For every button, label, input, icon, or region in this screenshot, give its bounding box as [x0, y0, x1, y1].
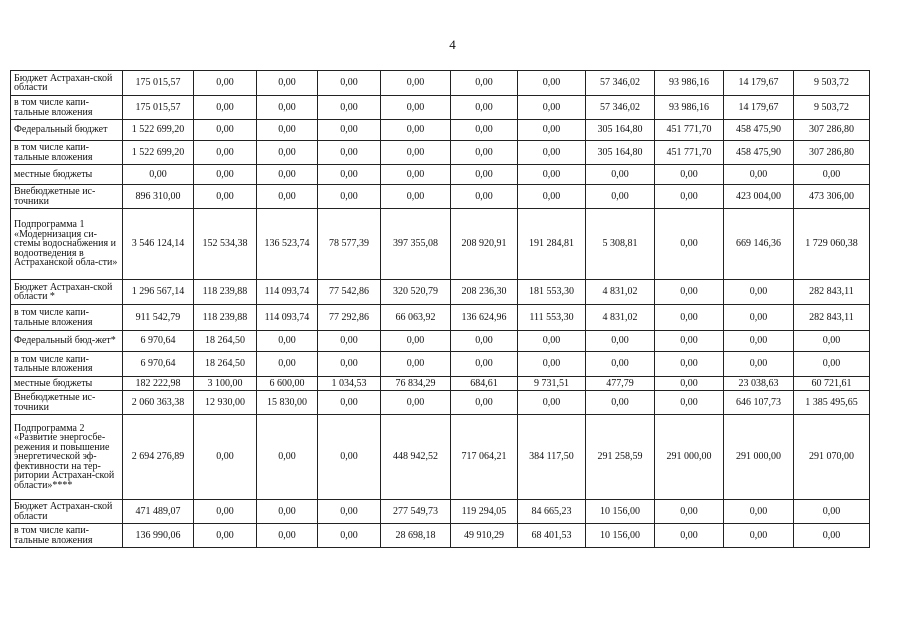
table-cell: 4 831,02 [586, 280, 655, 305]
table-cell: 0,00 [586, 352, 655, 377]
table-cell: 0,00 [381, 120, 451, 141]
table-cell: 28 698,18 [381, 524, 451, 548]
row-label: в том числе капи-тальные вложения [11, 352, 123, 377]
table-cell: 0,00 [794, 165, 870, 185]
table-cell: 0,00 [257, 185, 318, 209]
row-label: в том числе капи-тальные вложения [11, 524, 123, 548]
table-cell: 18 264,50 [194, 352, 257, 377]
table-cell: 0,00 [586, 185, 655, 209]
table-cell: 6 970,64 [123, 331, 194, 352]
table-cell: 0,00 [655, 280, 724, 305]
table-cell: 0,00 [257, 331, 318, 352]
row-label: Бюджет Астрахан-ской области [11, 500, 123, 524]
table-cell: 291 070,00 [794, 415, 870, 500]
table-cell: 669 146,36 [724, 209, 794, 280]
table-cell: 896 310,00 [123, 185, 194, 209]
table-cell: 0,00 [518, 331, 586, 352]
table-cell: 118 239,88 [194, 305, 257, 331]
table-cell: 282 843,11 [794, 280, 870, 305]
row-label: Бюджет Астрахан-ской области * [11, 280, 123, 305]
table-cell: 0,00 [518, 352, 586, 377]
table-cell: 0,00 [724, 524, 794, 548]
table-cell: 0,00 [586, 331, 655, 352]
table-cell: 305 164,80 [586, 120, 655, 141]
table-cell: 0,00 [655, 185, 724, 209]
table-cell: 0,00 [381, 165, 451, 185]
table-cell: 0,00 [655, 377, 724, 391]
table-cell: 277 549,73 [381, 500, 451, 524]
table-cell: 0,00 [724, 500, 794, 524]
table-cell: 118 239,88 [194, 280, 257, 305]
row-label: местные бюджеты [11, 165, 123, 185]
table-cell: 477,79 [586, 377, 655, 391]
table-cell: 23 038,63 [724, 377, 794, 391]
table-row [11, 280, 870, 305]
table-cell: 717 064,21 [451, 415, 518, 500]
table-cell: 0,00 [318, 500, 381, 524]
table-cell: 0,00 [794, 500, 870, 524]
table-cell: 471 489,07 [123, 500, 194, 524]
table-cell: 0,00 [194, 120, 257, 141]
table-cell: 77 292,86 [318, 305, 381, 331]
table-cell: 646 107,73 [724, 391, 794, 415]
table-cell: 0,00 [318, 141, 381, 165]
table-cell: 451 771,70 [655, 120, 724, 141]
table-cell: 0,00 [318, 96, 381, 120]
table-cell: 9 503,72 [794, 96, 870, 120]
table-cell: 0,00 [724, 331, 794, 352]
table-cell: 0,00 [724, 280, 794, 305]
table-cell: 0,00 [381, 352, 451, 377]
row-label: в том числе капи-тальные вложения [11, 96, 123, 120]
budget-table [10, 70, 870, 548]
table-cell: 182 222,98 [123, 377, 194, 391]
table-row [11, 377, 870, 391]
table-cell: 0,00 [655, 352, 724, 377]
table-cell: 0,00 [794, 331, 870, 352]
table-cell: 384 117,50 [518, 415, 586, 500]
table-cell: 0,00 [257, 500, 318, 524]
table-cell: 68 401,53 [518, 524, 586, 548]
row-label: Подпрограмма 1 «Модернизация си-стемы водоснабжения и водоотведения в Астраханской обла-сти» [11, 209, 123, 280]
table-cell: 0,00 [194, 141, 257, 165]
table-cell: 0,00 [518, 165, 586, 185]
table-cell: 320 520,79 [381, 280, 451, 305]
table-cell: 458 475,90 [724, 120, 794, 141]
table-cell: 0,00 [318, 524, 381, 548]
table-cell: 0,00 [318, 71, 381, 96]
table-cell: 307 286,80 [794, 120, 870, 141]
table-cell: 66 063,92 [381, 305, 451, 331]
row-label: Бюджет Астрахан-ской области [11, 71, 123, 96]
table-cell: 3 546 124,14 [123, 209, 194, 280]
table-cell: 291 000,00 [655, 415, 724, 500]
table-cell: 78 577,39 [318, 209, 381, 280]
table-row [11, 352, 870, 377]
table-cell: 1 522 699,20 [123, 120, 194, 141]
table-cell: 0,00 [318, 120, 381, 141]
table-cell: 0,00 [318, 165, 381, 185]
table-cell: 84 665,23 [518, 500, 586, 524]
table-cell: 0,00 [318, 391, 381, 415]
table-cell: 0,00 [518, 185, 586, 209]
table-cell: 114 093,74 [257, 280, 318, 305]
table-cell: 18 264,50 [194, 331, 257, 352]
table-cell: 111 553,30 [518, 305, 586, 331]
table-cell: 0,00 [724, 305, 794, 331]
table-cell: 307 286,80 [794, 141, 870, 165]
table-cell: 0,00 [586, 391, 655, 415]
table-cell: 77 542,86 [318, 280, 381, 305]
table-cell: 93 986,16 [655, 71, 724, 96]
table-cell: 0,00 [655, 209, 724, 280]
table-cell: 0,00 [194, 96, 257, 120]
table-row [11, 209, 870, 280]
table-cell: 0,00 [451, 141, 518, 165]
table-cell: 5 308,81 [586, 209, 655, 280]
table-cell: 76 834,29 [381, 377, 451, 391]
table-cell: 305 164,80 [586, 141, 655, 165]
table-cell: 0,00 [655, 391, 724, 415]
table-row [11, 500, 870, 524]
table-cell: 208 236,30 [451, 280, 518, 305]
row-label: местные бюджеты [11, 377, 123, 391]
table-cell: 0,00 [257, 524, 318, 548]
table-cell: 0,00 [451, 185, 518, 209]
table-cell: 191 284,81 [518, 209, 586, 280]
table-cell: 0,00 [194, 415, 257, 500]
table-cell: 0,00 [586, 165, 655, 185]
table-cell: 0,00 [655, 524, 724, 548]
table-row [11, 391, 870, 415]
table-row [11, 331, 870, 352]
table-cell: 0,00 [655, 331, 724, 352]
table-cell: 0,00 [257, 141, 318, 165]
row-label: в том числе капи-тальные вложения [11, 141, 123, 165]
table-cell: 1 729 060,38 [794, 209, 870, 280]
table-cell: 10 156,00 [586, 524, 655, 548]
row-label: Внебюджетные ис-точники [11, 391, 123, 415]
table-row [11, 185, 870, 209]
table-cell: 0,00 [724, 165, 794, 185]
table-cell: 0,00 [655, 500, 724, 524]
table-cell: 448 942,52 [381, 415, 451, 500]
table-cell: 0,00 [381, 331, 451, 352]
table-cell: 6 970,64 [123, 352, 194, 377]
row-label: Федеральный бюджет [11, 120, 123, 141]
table-cell: 181 553,30 [518, 280, 586, 305]
table-row [11, 96, 870, 120]
table-cell: 0,00 [381, 185, 451, 209]
table-cell: 0,00 [257, 71, 318, 96]
table-cell: 3 100,00 [194, 377, 257, 391]
table-cell: 1 296 567,14 [123, 280, 194, 305]
table-cell: 0,00 [381, 391, 451, 415]
row-label: Внебюджетные ис-точники [11, 185, 123, 209]
table-row [11, 71, 870, 96]
table-row [11, 120, 870, 141]
table-cell: 0,00 [518, 71, 586, 96]
table-cell: 6 600,00 [257, 377, 318, 391]
table-cell: 0,00 [451, 331, 518, 352]
table-cell: 0,00 [451, 165, 518, 185]
table-cell: 49 910,29 [451, 524, 518, 548]
table-cell: 175 015,57 [123, 96, 194, 120]
table-cell: 57 346,02 [586, 96, 655, 120]
table-cell: 0,00 [194, 165, 257, 185]
table-cell: 0,00 [655, 305, 724, 331]
table-cell: 0,00 [257, 120, 318, 141]
table-cell: 93 986,16 [655, 96, 724, 120]
table-row [11, 305, 870, 331]
table-cell: 0,00 [724, 352, 794, 377]
table-cell: 114 093,74 [257, 305, 318, 331]
table-cell: 14 179,67 [724, 96, 794, 120]
table-cell: 12 930,00 [194, 391, 257, 415]
table-cell: 0,00 [794, 352, 870, 377]
table-cell: 15 830,00 [257, 391, 318, 415]
table-cell: 0,00 [451, 352, 518, 377]
table-cell: 0,00 [794, 524, 870, 548]
table-cell: 10 156,00 [586, 500, 655, 524]
table-cell: 1 034,53 [318, 377, 381, 391]
table-cell: 0,00 [257, 165, 318, 185]
table-cell: 119 294,05 [451, 500, 518, 524]
table-cell: 0,00 [518, 120, 586, 141]
table-cell: 0,00 [451, 71, 518, 96]
row-label: Федеральный бюд-жет* [11, 331, 123, 352]
table-cell: 9 503,72 [794, 71, 870, 96]
table-cell: 0,00 [655, 165, 724, 185]
table-cell: 136 523,74 [257, 209, 318, 280]
table-cell: 911 542,79 [123, 305, 194, 331]
table-cell: 291 000,00 [724, 415, 794, 500]
table-cell: 0,00 [518, 96, 586, 120]
table-cell: 0,00 [318, 415, 381, 500]
table-cell: 684,61 [451, 377, 518, 391]
table-cell: 423 004,00 [724, 185, 794, 209]
table-cell: 0,00 [194, 500, 257, 524]
row-label: в том числе капи-тальные вложения [11, 305, 123, 331]
table-cell: 60 721,61 [794, 377, 870, 391]
table-row [11, 165, 870, 185]
table-cell: 0,00 [257, 96, 318, 120]
table-cell: 1 522 699,20 [123, 141, 194, 165]
table-cell: 451 771,70 [655, 141, 724, 165]
table-row [11, 524, 870, 548]
page-number: 4 [449, 37, 456, 52]
table-cell: 0,00 [194, 185, 257, 209]
table-row [11, 415, 870, 500]
table-cell: 0,00 [194, 71, 257, 96]
table-cell: 57 346,02 [586, 71, 655, 96]
table-cell: 0,00 [381, 71, 451, 96]
row-label: Подпрограмма 2 «Развитие энергосбе-режения и повышение энергетической эф-фективности на тер-ритории Астрахан-ской области»**** [11, 415, 123, 500]
table-cell: 2 694 276,89 [123, 415, 194, 500]
table-cell: 0,00 [451, 96, 518, 120]
table-cell: 0,00 [257, 415, 318, 500]
table-cell: 0,00 [451, 120, 518, 141]
table-body [11, 71, 870, 548]
table-cell: 9 731,51 [518, 377, 586, 391]
table-cell: 0,00 [318, 352, 381, 377]
table-cell: 14 179,67 [724, 71, 794, 96]
table-cell: 136 624,96 [451, 305, 518, 331]
table-cell: 0,00 [123, 165, 194, 185]
table-cell: 136 990,06 [123, 524, 194, 548]
table-cell: 0,00 [257, 352, 318, 377]
table-cell: 208 920,91 [451, 209, 518, 280]
table-row [11, 141, 870, 165]
table-cell: 0,00 [381, 96, 451, 120]
table-cell: 0,00 [318, 185, 381, 209]
table-cell: 473 306,00 [794, 185, 870, 209]
table-cell: 291 258,59 [586, 415, 655, 500]
table-cell: 0,00 [381, 141, 451, 165]
table-cell: 1 385 495,65 [794, 391, 870, 415]
table-cell: 0,00 [451, 391, 518, 415]
table-cell: 397 355,08 [381, 209, 451, 280]
table-cell: 0,00 [318, 331, 381, 352]
table-cell: 282 843,11 [794, 305, 870, 331]
table-cell: 0,00 [518, 391, 586, 415]
table-cell: 175 015,57 [123, 71, 194, 96]
table-cell: 0,00 [518, 141, 586, 165]
table-cell: 4 831,02 [586, 305, 655, 331]
table-cell: 152 534,38 [194, 209, 257, 280]
table-cell: 2 060 363,38 [123, 391, 194, 415]
table-cell: 0,00 [194, 524, 257, 548]
table-cell: 458 475,90 [724, 141, 794, 165]
